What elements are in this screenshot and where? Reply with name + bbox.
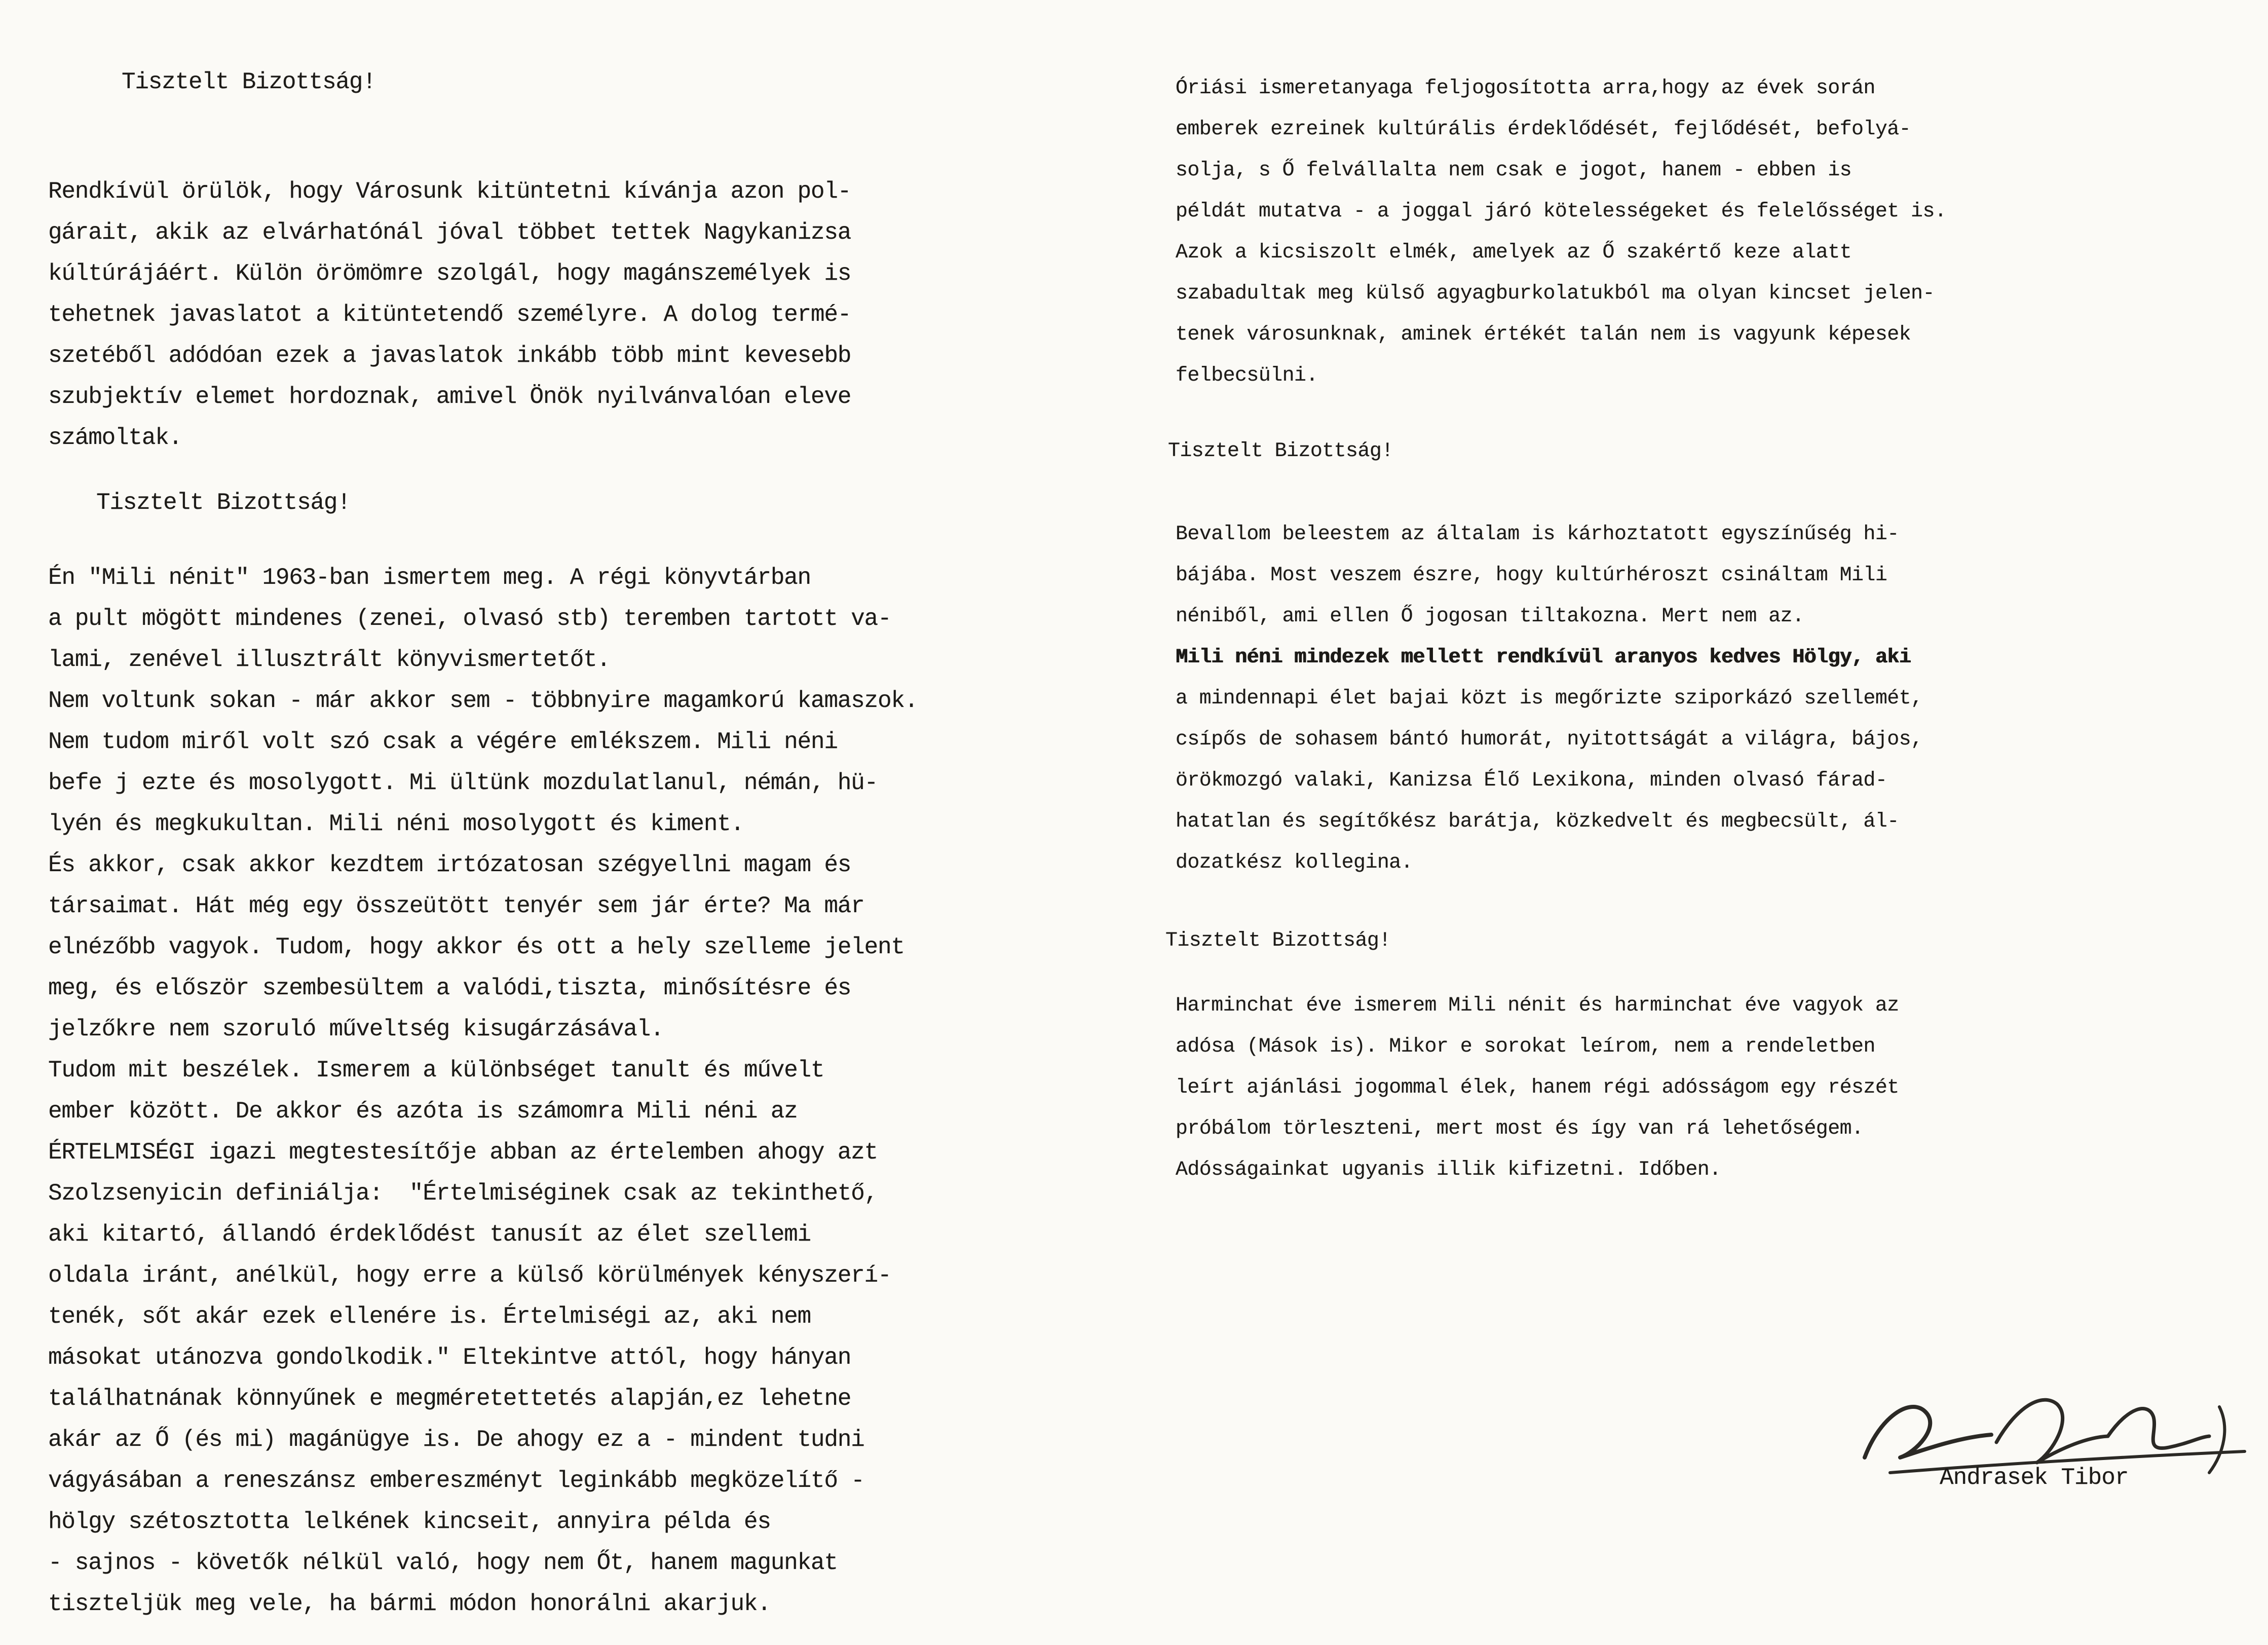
text-line: másokat utánozva gondolkodik." Eltekintve attól, hogy hányan [48,1344,851,1371]
text-line: szetéből adódóan ezek a javaslatok inkább több mint kevesebb [48,343,851,369]
text-line: És akkor, csak akkor kezdtem irtózatosan szégyellni magam és [48,852,851,878]
text-line: befe j ezte és mosolygott. Mi ültünk mozdulatlanul, némán, hü- [48,770,878,796]
text-line: bájába. Most veszem észre, hogy kultúrhéroszt csináltam Mili [1176,564,1887,587]
text-line: néniből, ami ellen Ő jogosan tiltakozna. Mert nem az. [1176,605,1804,628]
text-line-bold: Mili néni mindezek mellett rendkívül aranyos kedves Hölgy, aki [1176,646,1911,669]
text-line: leírt ajánlási jogommal élek, hanem régi adósságom egy részét [1176,1076,1899,1099]
text-line: Azok a kicsiszolt elmék, amelyek az Ő szakértő keze alatt [1176,241,1852,264]
text-line: lami, zenével illusztrált könyvismertetőt. [48,647,610,673]
text-line: felbecsülni. [1176,364,1318,387]
text-line: emberek ezreinek kultúrális érdeklődését, fejlődését, befolyá- [1176,118,1911,141]
text-line: akár az Ő (és mi) magánügye is. De ahogy ez a - mindent tudni [48,1427,864,1453]
salutation-heading-right-2: Tisztelt Bizottság! [1165,929,1391,952]
text-line: szabadultak meg külső agyagburkolatukból ma olyan kincset jelen- [1176,282,1935,305]
text-line: számoltak. [48,425,182,451]
text-line: Nem tudom miről volt szó csak a végére emlékszem. Mili néni [48,729,838,755]
text-line: adósa (Mások is). Mikor e sorokat leírom, nem a rendeletben [1176,1035,1875,1058]
salutation-heading-right-1: Tisztelt Bizottság! [1168,440,1393,463]
text-line: tehetnek javaslatot a kitüntetendő személyre. A dolog termé- [48,302,851,328]
text-line: Nem voltunk sokan - már akkor sem - többnyire magamkorú kamaszok. [48,688,918,714]
text-line: Harminchat éve ismerem Mili nénit és harminchat éve vagyok az [1176,994,1899,1017]
text-line: hölgy szétosztotta lelkének kincseit, annyira példa és [48,1509,771,1535]
text-line: gárait, akik az elvárhatónál jóval többet tettek Nagykanizsa [48,219,851,246]
text-line: oldala iránt, anélkül, hogy erre a külső körülmények kényszerí- [48,1262,891,1289]
text-line: aki kitartó, állandó érdeklődést tanusít az élet szellemi [48,1221,811,1248]
paragraph-left-1 [48,171,851,459]
text-line: dozatkész kollegina. [1176,851,1413,874]
text-line: Tudom mit beszélek. Ismerem a különbséget tanult és művelt [48,1057,824,1083]
text-line: tiszteljük meg vele, ha bármi módon honorálni akarjuk. [48,1591,771,1617]
text-line: Óriási ismeretanyaga feljogosította arra,hogy az évek során [1176,77,1875,100]
text-line: Bevallom beleestem az általam is kárhoztatott egyszínűség hi- [1176,523,1899,546]
paragraph-right-2 [1176,514,1922,883]
text-line: a pult mögött mindenes (zenei, olvasó stb) teremben tartott va- [48,606,891,632]
paragraph-left-2 [48,557,918,1625]
text-line: találhatnának könnyűnek e megméretettetés alapján,ez lehetne [48,1386,851,1412]
text-line: kúltúrájáért. Külön örömömre szolgál, hogy magánszemélyek is [48,260,851,287]
text-line: Szolzsenyicin definiálja: "Értelmiséginek csak az tekinthető, [48,1180,878,1207]
signature-typed-name: Andrasek Tibor [1940,1465,2129,1491]
text-line: ember között. De akkor és azóta is számomra Mili néni az [48,1098,798,1125]
salutation-heading-left-2: Tisztelt Bizottság! [96,490,351,516]
text-line: örökmozgó valaki, Kanizsa Élő Lexikona, minden olvasó fárad- [1176,769,1887,792]
text-line: szubjektív elemet hordoznak, amivel Önök nyilvánvalóan eleve [48,384,851,410]
text-line: tenék, sőt akár ezek ellenére is. Értelmiségi az, aki nem [48,1303,811,1330]
text-line: solja, s Ő felvállalta nem csak e jogot, hanem - ebben is [1176,159,1852,182]
text-line: Adósságainkat ugyanis illik kifizetni. Időben. [1176,1158,1721,1181]
text-line: lyén és megkukultan. Mili néni mosolygott és kiment. [48,811,744,837]
text-line: hatatlan és segítőkész barátja, közkedvelt és megbecsült, ál- [1176,810,1899,833]
text-line: ÉRTELMISÉGI igazi megtestesítője abban az értelemben ahogy azt [48,1139,878,1166]
text-line: társaimat. Hát még egy összeütött tenyér sem jár érte? Ma már [48,893,864,919]
text-line: elnézőbb vagyok. Tudom, hogy akkor és ott a hely szelleme jelent [48,934,904,960]
text-line: - sajnos - követők nélkül való, hogy nem Őt, hanem magunkat [48,1550,838,1576]
text-line: Én "Mili nénit" 1963-ban ismertem meg. A régi könyvtárban [48,565,811,591]
paragraph-right-1 [1176,68,1946,396]
text-line: próbálom törleszteni, mert most és így van rá lehetőségem. [1176,1117,1864,1140]
text-line: jelzőkre nem szoruló műveltség kisugárzásával. [48,1016,664,1042]
text-line: példát mutatva - a joggal járó kötelességeket és felelősséget is. [1176,200,1947,223]
text-line: meg, és először szembesültem a valódi,tiszta, minősítésre és [48,975,851,1001]
text-line: vágyásában a reneszánsz embereszményt leginkább megközelítő - [48,1468,864,1494]
text-line: Rendkívül örülök, hogy Városunk kitüntetni kívánja azon pol- [48,178,851,205]
salutation-heading-left-1: Tisztelt Bizottság! [122,69,376,95]
text-line: a mindennapi élet bajai közt is megőrizte sziporkázó szellemét, [1176,687,1923,710]
text-line: csípős de sohasem bántó humorát, nyitottságát a világra, bájos, [1176,728,1923,751]
paragraph-right-3 [1176,985,1899,1190]
text-line: tenek városunknak, aminek értékét talán nem is vagyunk képesek [1176,323,1911,346]
